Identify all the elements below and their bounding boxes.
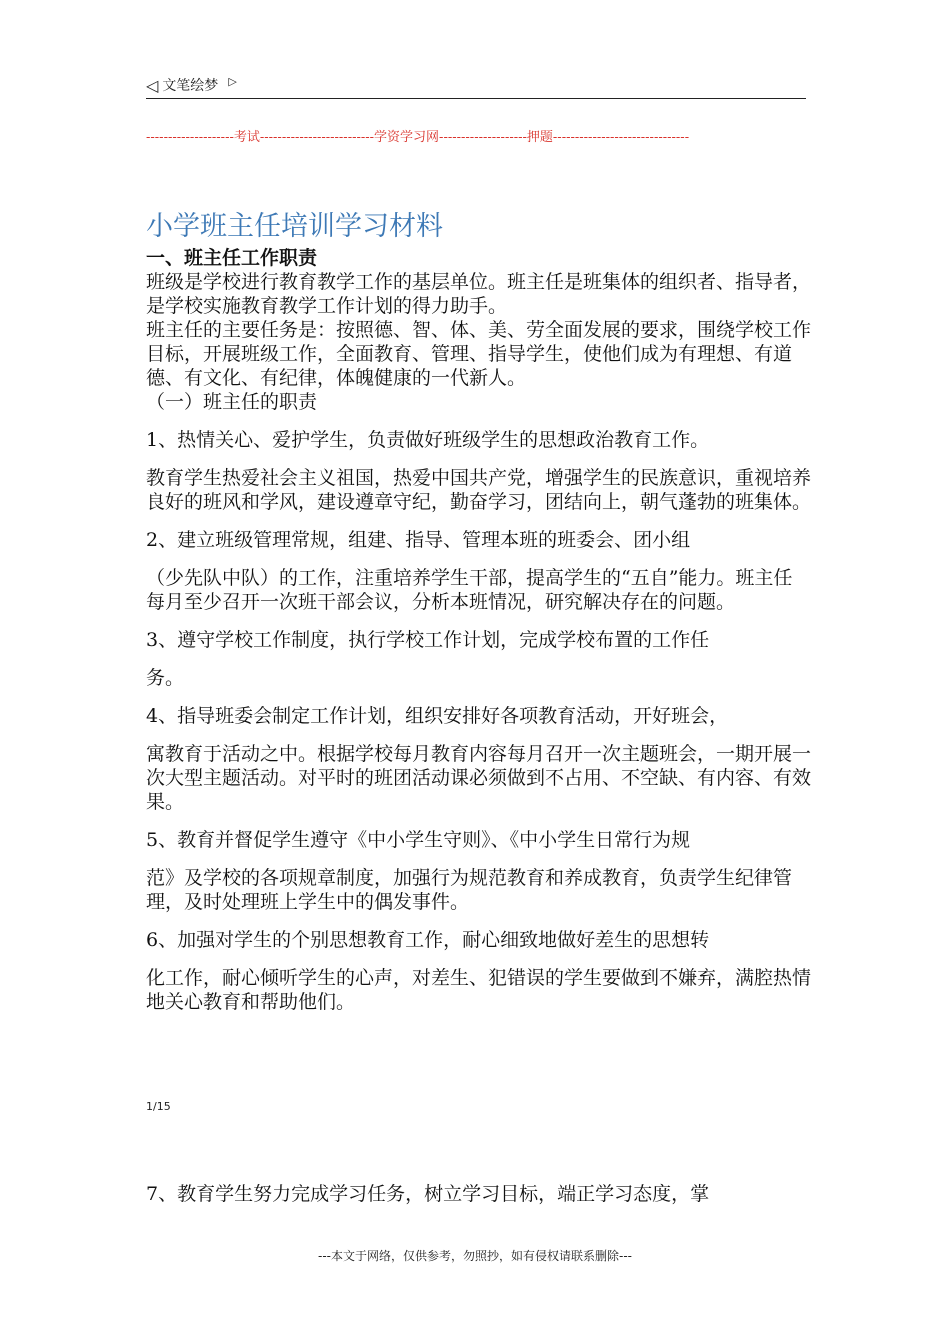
paragraph: 教育学生热爱社会主义祖国，热爱中国共产党，增强学生的民族意识，重视培养良好的班风和学风，建设遵章守纪，勤奋学习，团结向上，朝气蓬勃的班集体。 [146,467,812,513]
triangle-left-icon: ◁ [146,75,159,95]
paragraph: 2、建立班级管理常规，组建、指导、管理本班的班委会、团小组 [146,529,691,551]
document-body [146,246,811,1014]
document-header [146,72,806,99]
paragraph: 5、教育并督促学生遵守《中小学生守则》、《中小学生日常行为规 [146,829,691,851]
header-brand: 文笔绘梦 [162,78,219,94]
paragraph: 3、遵守学校工作制度，执行学校工作计划，完成学校布置的工作任 [146,629,710,651]
continued-paragraph: 7、教育学生努力完成学习任务，树立学习目标，端正学习态度，掌 [146,1183,710,1205]
page-number: 1/15 [146,1100,171,1113]
paragraph: 务。 [146,667,185,689]
triangle-right-icon: ▷ [228,74,237,88]
paragraph: 化工作，耐心倾听学生的心声，对差生、犯错误的学生要做到不嫌弃，满腔热情地关心教育和帮助他们。 [146,967,812,1013]
paragraph: 寓教育于活动之中。根据学校每月教育内容每月召开一次主题班会，一期开展一次大型主题活动。对平时的班团活动课必须做到不占用、不空缺、有内容、有效果。 [146,743,812,813]
paragraph: 范》及学校的各项规章制度，加强行为规范教育和养成教育，负责学生纪律管理，及时处理班上学生中的偶发事件。 [146,867,793,913]
paragraph: 6、加强对学生的个别思想教育工作，耐心细致地做好差生的思想转 [146,929,710,951]
paragraph: 班主任的主要任务是：按照德、智、体、美、劳全面发展的要求，围绕学校工作目标，开展班级工作，全面教育、管理、指导学生，使他们成为有理想、有道德、有文化、有纪律，体魄健康的一代新人。 [146,319,812,389]
paragraph: （少先队中队）的工作，注重培养学生干部，提高学生的“五自”能力。班主任每月至少召开一次班干部会议，分析本班情况，研究解决存在的问题。 [146,567,793,613]
red-banner: --------------------考试--------------------------学资学习网--------------------押题------------------------------- [146,130,690,145]
subsection-heading: （一）班主任的职责 [146,391,318,413]
paragraph: 4、指导班委会制定工作计划，组织安排好各项教育活动，开好班会， [146,705,729,727]
paragraph: 班级是学校进行教育教学工作的基层单位。班主任是班集体的组织者、指导者，是学校实施教育教学工作计划的得力助手。 [146,271,812,317]
footer-disclaimer: ---本文于网络，仅供参考，勿照抄，如有侵权请联系删除--- [318,1249,632,1263]
section-heading: 一、班主任工作职责 [146,247,318,269]
document-title: 小学班主任培训学习材料 [146,211,443,242]
paragraph: 1、热情关心、爱护学生，负责做好班级学生的思想政治教育工作。 [146,429,710,451]
